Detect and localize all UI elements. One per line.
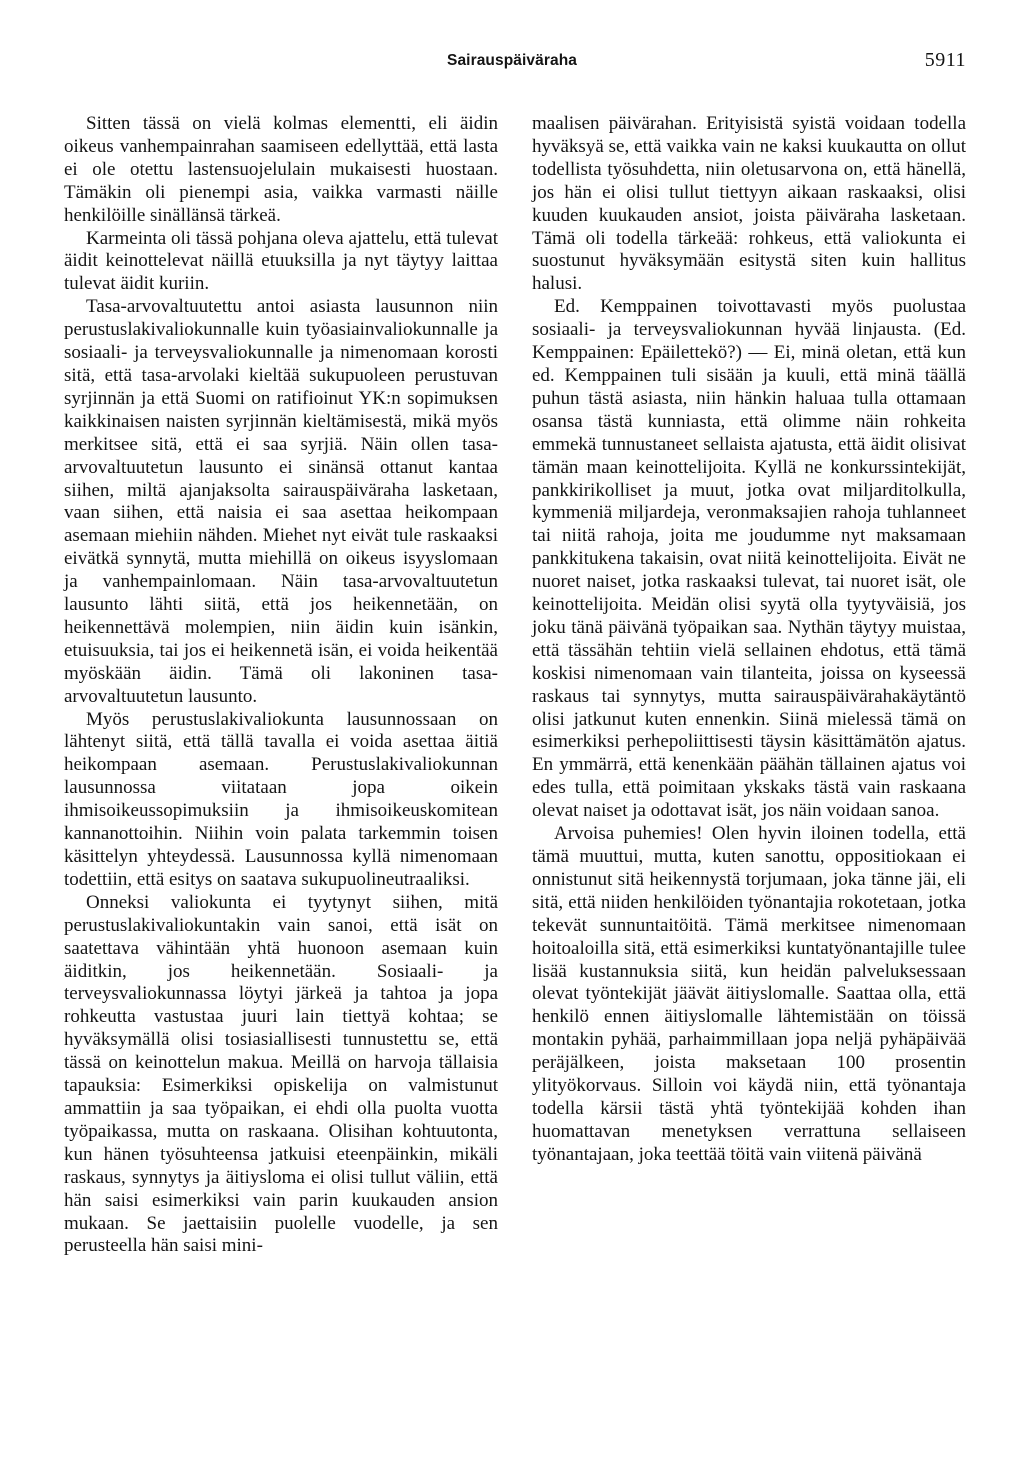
paragraph: Sitten tässä on vielä kolmas elementti, eli äidin oikeus vanhempainrahan saamiseen edellyttää, että lasta ei ole otettu lastensuojelulain mukaisesti huostaan. Tämäkin oli pienempi asia, vaikka varmasti näille henkilöille sinällänsä tärkeä. <box>64 113 498 226</box>
paragraph: Tasa-arvovaltuutettu antoi asiasta lausunnon niin perustuslakivaliokunnalle kuin työasiainvaliokunnalle ja sosiaali- ja terveysvaliokunnalle ja nimenomaan korosti sitä, että tasa-arvolaki kieltää sukupuoleen perustuvan syrjinnän ja että Suomi on ratifioinut YK:n sopimuksen kaikkinaisen naisten syrjinnän kieltämisestä, mikä myös merkitsee sitä, että ei saa syrjiä. Näin ollen tasa-arvovaltuutetun lausunto ei sinänsä ottanut kantaa siihen, miltä ajanjaksolta sairauspäiväraha lasketaan, vaan siihen, että naisia ei saa asettaa heikompaan asemaan miehiin nähden. Miehet nyt eivät tule raskaaksi eivätkä synnytä, mutta miehillä on oikeus isyyslomaan ja vanhempainlomaan. Näin tasa-arvovaltuutetun lausunto lähti siitä, että jos heikennetään, on heikennettävä molempien, niin äidin kuin isänkin, etuisuuksia, tai jos ei heikennetä isän, ei voida heikentää myöskään äidin. Tämä oli lakoninen tasa-arvovaltuutetun lausunto. <box>64 296 498 707</box>
paragraph: Myös perustuslakivaliokunta lausunnossaan on lähtenyt siitä, että tällä tavalla ei voida asettaa äitiä heikompaan asemaan. Perustuslakivaliokunnan lausunnossa viitataan jopa oikein ihmisoikeussopimuksiin ja ihmisoikeuskomitean kannanottoihin. Niihin voin palata tarkemmin toisen käsittelyn yhteydessä. Lausunnossa kyllä nimenomaan todettiin, että esitys on saatava sukupuolineutraaliksi. <box>64 708 498 890</box>
paragraph: Onneksi valiokunta ei tyytynyt siihen, mitä perustuslakivaliokuntakin vain sanoi, että isät on saatettava vähintään yhtä huonoon asemaan kuin äiditkin, jos heikennetään. Sosiaali- ja terveysvaliokunnassa löytyi järkeä ja tahtoa ja jopa rohkeutta vastustaa juuri lain tiettyä kohtaa; se hyväksymällä olisi tosiasiallisesti tunnustettu se, että tässä on keinottelun makua. Meillä on harvoja tällaisia tapauksia: Esimerkiksi opiskelija on valmistunut ammattiin ja saa työpaikan, ei ehdi olla puolta vuotta työpaikassa, mutta on raskaana. Olisihan kohtuutonta, kun hänen työsuhteensa jatkuisi eteenpäinkin, mikäli raskaus, synnytys ja äitiysloma ei olisi tullut väliin, että hän saisi esimerkiksi vain parin kuukauden ansion mukaan. Se jaettaisiin puolelle vuodelle, ja sen perusteella hän saisi mini- <box>64 891 498 1257</box>
paragraph: Ed. Kemppainen toivottavasti myös puolustaa sosiaali- ja terveysvaliokunnan hyvää linjausta. (Ed. Kemppainen: Epäilettekö?) — Ei, minä oletan, että kun ed. Kemppainen tuli sisään ja kuuli, että minä täällä puhun tästä asiasta, niin hänkin haluaa tulla ottamaan osansa tästä kunniasta, että olimme näin rohkeita emmekä tunnustaneet sellaista ajatusta, että äidit olisivat tämän maan keinottelijoita. Kyllä ne konkurssintekijät, pankkirikolliset ja muut, jotka ovat miljarditolkulla, kymmeniä miljardeja, veronmaksajien rahoja tuhlanneet tai niitä rahoja, joita me joudumme nyt maksamaan pankkitukena takaisin, ovat niitä keinottelijoita. Eivät ne nuoret naiset, jotka raskaaksi tulevat, tai nuoret isät, ole keinottelijoita. Meidän olisi syytä olla tyytyväisiä, jos joku tänä päivänä työpaikan saa. Nythän täytyy muistaa, että tässähän tehtiin vielä sellainen ehdotus, että tämä koskisi nimenomaan vain tilanteita, joissa on kyseessä raskaus tai synnytys, mutta sairauspäivärahakäytäntö olisi jatkunut kuten ennenkin. Siinä mielessä tämä on esimerkiksi perhepoliittisesti täysin käsittämätön ajatus. En ymmärrä, että kenenkään päähän tällainen ajatus voi edes tulla, että poimitaan ykskaks tästä vain raskaana olevat naiset ja odottavat isät, jos näin voidaan sanoa. <box>532 296 966 822</box>
right-column <box>532 113 966 1167</box>
paragraph: Karmeinta oli tässä pohjana oleva ajattelu, että tulevat äidit keinottelevat näillä etuuksilla ja nyt täytyy laittaa tulevat äidit kuriin. <box>64 227 498 295</box>
paragraph: Arvoisa puhemies! Olen hyvin iloinen todella, että tämä muuttui, mutta, kuten sanottu, oppositiokaan ei onnistunut sitä heikennystä torjumaan, joka tänne jäi, eli sitä, että niiden henkilöiden työnantajia rokotetaan, jotka tekevät sunnuntaitöitä. Tämä merkitsee nimenomaan hoitoaloilla sitä, että esimerkiksi kuntatyönantajille tulee lisää kustannuksia siitä, kun heidän palveluksessaan olevat työntekijät jäävät äitiyslomalle. Saattaa olla, että henkilö ennen äitiyslomalle lähtemistään on töissä montakin pyhää, parhaimmillaan jopa neljä pyhäpäivää peräjälkeen, joista maksetaan 100 prosentin ylityökorvaus. Silloin voi käydä niin, että työnantaja todella kärsii tästä yhtä työntekijää kohden ihan huomattavan menetyksen verrattuna sellaiseen työnantajaan, joka teettää töitä vain viitenä päivänä <box>532 823 966 1165</box>
page-number: 5911 <box>924 49 966 71</box>
left-column <box>64 113 498 1258</box>
paragraph-continuation: maalisen päivärahan. Erityisistä syistä voidaan todella hyväksyä se, että vaikka vain ne kaksi kuukautta on ollut todellista työsuhdetta, niin oletusarvona on, että hänellä, jos hän ei olisi tullut tiettyyn aikaan raskaaksi, olisi kuuden kuukauden ansiot, joista päiväraha lasketaan. Tämä oli todella tärkeää: rohkeus, että valiokunta ei suostunut hyväksymään esitystä siten kuin hallitus halusi. <box>532 113 966 295</box>
running-title: Sairauspäiväraha <box>447 52 577 69</box>
